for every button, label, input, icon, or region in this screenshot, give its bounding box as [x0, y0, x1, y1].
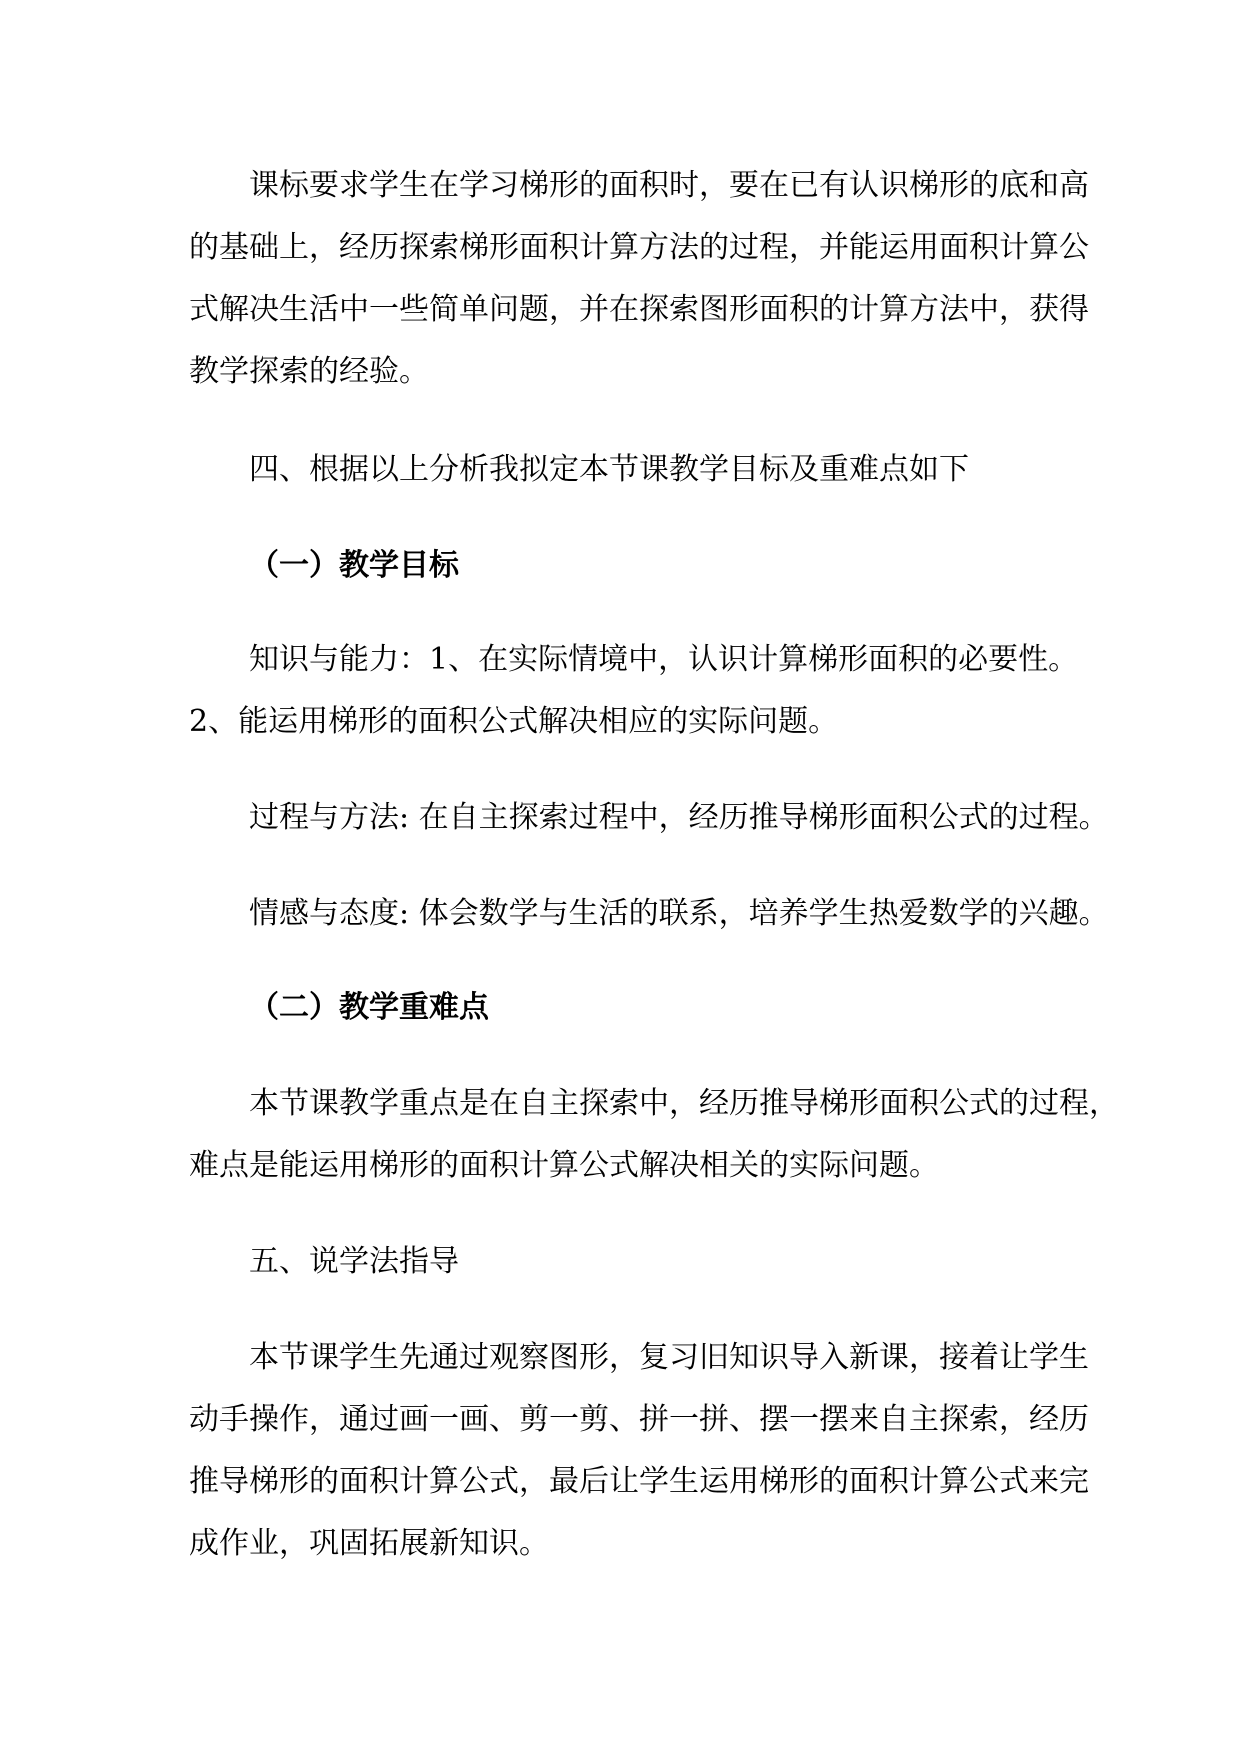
paragraph-line: 难点是能运用梯形的面积计算公式解决相关的实际问题。	[189, 1148, 939, 1183]
paragraph-line: 2、能运用梯形的面积公式解决相应的实际问题。	[189, 704, 839, 739]
paragraph-line: 本节课学生先通过观察图形，复习旧知识导入新课，接着让学生	[249, 1340, 1089, 1375]
paragraph-line: 式解决生活中一些简单问题，并在探索图形面积的计算方法中，获得	[189, 292, 1089, 327]
paragraph-line: 推导梯形的面积计算公式，最后让学生运用梯形的面积计算公式来完	[189, 1464, 1089, 1499]
paragraph-line: 动手操作，通过画一画、剪一剪、拼一拼、摆一摆来自主探索，经历	[189, 1402, 1089, 1437]
subsection-heading: （一）教学目标	[249, 548, 459, 583]
paragraph-line: 的基础上，经历探索梯形面积计算方法的过程，并能运用面积计算公	[189, 230, 1089, 265]
section-heading: 四、根据以上分析我拟定本节课教学目标及重难点如下	[249, 452, 969, 487]
section-heading: 五、说学法指导	[249, 1244, 459, 1279]
paragraph-line: 教学探索的经验。	[189, 354, 429, 389]
paragraph-line: 情感与态度: 体会数学与生活的联系，培养学生热爱数学的兴趣。	[249, 896, 1109, 931]
paragraph-line: 知识与能力：1、在实际情境中，认识计算梯形面积的必要性。	[249, 642, 1079, 677]
paragraph-line: 本节课教学重点是在自主探索中，经历推导梯形面积公式的过程，	[249, 1086, 1119, 1121]
paragraph-line: 课标要求学生在学习梯形的面积时，要在已有认识梯形的底和高	[249, 168, 1089, 203]
paragraph-line: 成作业，巩固拓展新知识。	[189, 1526, 549, 1561]
subsection-heading: （二）教学重难点	[249, 990, 489, 1025]
paragraph-line: 过程与方法: 在自主探索过程中，经历推导梯形面积公式的过程。	[249, 800, 1109, 835]
